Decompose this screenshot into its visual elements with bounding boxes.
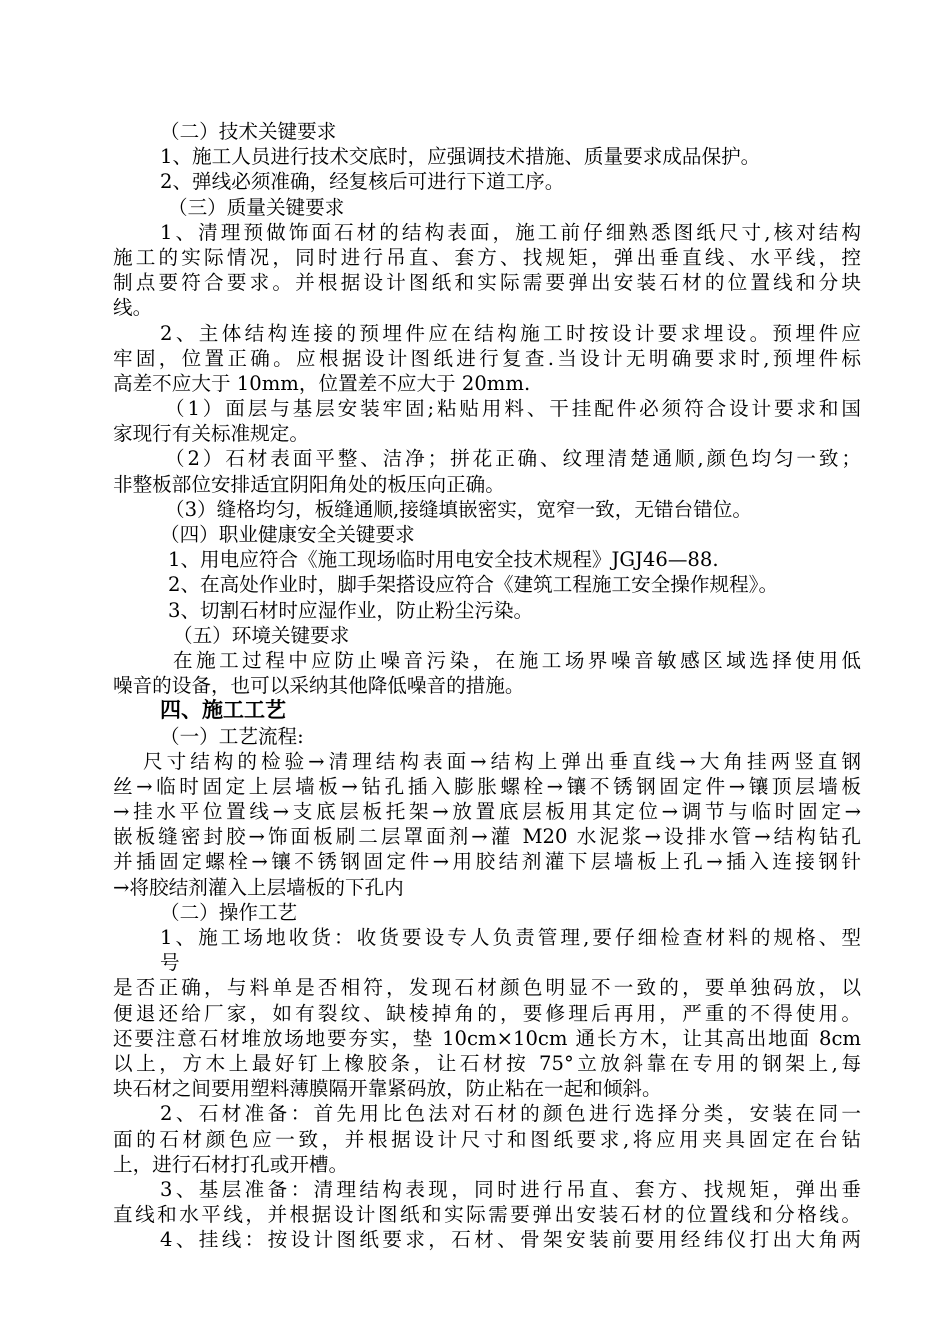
document-body <box>113 119 861 1252</box>
paragraph-line: 便退还给厂家，如有裂纹、缺棱掉角的，要修理后再用，严重的不得使用。 <box>113 1001 861 1025</box>
paragraph-line: 1、施工场地收货：收货要设专人负责管理,要仔细检查材料的规格、型 <box>160 926 861 949</box>
paragraph-line: 家现行有关标准规定。 <box>113 422 309 446</box>
paragraph-line: 制点要符合要求。并根据设计图纸和实际需要弹出安装石材的位置线和分块 <box>113 271 861 295</box>
paragraph-line: 2、在高处作业时，脚手架搭设应符合《建筑工程施工安全操作规程》。 <box>168 573 779 597</box>
paragraph-line: 并插固定螺栓→镶不锈钢固定件→用胶结剂灌下层墙板上孔→插入连接钢针 <box>113 850 861 874</box>
subheading-technical: （二）技术关键要求 <box>160 120 337 143</box>
paragraph-line: 3、切割石材时应湿作业，防止粉尘污染。 <box>168 598 534 622</box>
paragraph-line: 2、主体结构连接的预埋件应在结构施工时按设计要求埋设。预埋件应 <box>160 321 861 345</box>
paragraph-line: （1）面层与基层安装牢固;粘贴用料、干挂配件必须符合设计要求和国 <box>165 397 861 421</box>
paragraph-line: 是否正确，与料单是否相符，发现石材颜色明显不一致的，要单独码放，以 <box>113 976 861 1000</box>
paragraph-line: 4、挂线：按设计图纸要求，石材、骨架安装前要用经纬仪打出大角两 <box>160 1228 861 1252</box>
paragraph-line: 尺寸结构的检验→清理结构表面→结构上弹出垂直线→大角挂两竖直钢 <box>143 749 861 773</box>
paragraph-line: 2、石材准备：首先用比色法对石材的颜色进行选择分类，安装在同一 <box>160 1102 861 1126</box>
paragraph-line: 块石材之间要用塑料薄膜隔开靠紧码放，防止粘在一起和倾斜。 <box>113 1077 662 1101</box>
paragraph-line: 施工的实际情况，同时进行吊直、套方、找规矩，弹出垂直线、水平线，控 <box>113 245 861 269</box>
subheading-health-safety: （四）职业健康安全关键要求 <box>160 523 415 546</box>
paragraph-line: 噪音的设备，也可以采纳其他降低噪音的措施。 <box>113 674 525 698</box>
paragraph-line: （3）缝格均匀，板缝通顺,接缝填嵌密实，宽窄一致，无错台错位。 <box>165 497 752 521</box>
paragraph-line: 1、施工人员进行技术交底时，应强调技术措施、质量要求成品保护。 <box>160 145 761 169</box>
paragraph-line: 3、基层准备：清理结构表现，同时进行吊直、套方、找规矩，弹出垂 <box>160 1177 861 1201</box>
paragraph-line: →将胶结剂灌入上层墙板的下孔内 <box>113 875 404 899</box>
paragraph-line: 1、用电应符合《施工现场临时用电安全技术规程》JGJ46—88. <box>168 548 719 572</box>
paragraph-line: 在施工过程中应防止噪音污染，在施工场界噪音敏感区域选择使用低 <box>173 648 861 672</box>
paragraph-line: 嵌板缝密封胶→饰面板刷二层罩面剂→灌 M20 水泥浆→设排水管→结构钻孔 <box>113 825 861 849</box>
paragraph-line: 号 <box>160 951 180 975</box>
paragraph-line: 非整板部位安排适宜阴阳角处的板压向正确。 <box>113 472 505 496</box>
paragraph-line: 2、弹线必须准确，经复核后可进行下道工序。 <box>160 170 565 194</box>
paragraph-line: 直线和水平线，并根据设计图纸和实际需要弹出安装石材的位置线和分格线。 <box>113 1203 861 1227</box>
paragraph-line: 还要注意石材堆放场地要夯实，垫 10cm×10cm 通长方木，让其高出地面 8cm <box>113 1026 861 1050</box>
subheading-operation: （二）操作工艺 <box>160 900 298 924</box>
paragraph-line: 上，进行石材打孔或开槽。 <box>113 1152 349 1176</box>
paragraph-line: 丝→临时固定上层墙板→钻孔插入膨胀螺栓→镶不锈钢固定件→镶顶层墙板 <box>113 774 861 798</box>
paragraph-line: 面的石材颜色应一致，并根据设计尺寸和图纸要求,将应用夹具固定在台钻 <box>113 1127 861 1151</box>
subheading-quality: （三）质量关键要求 <box>168 195 345 219</box>
paragraph-line: 以上，方木上最好钉上橡胶条，让石材按 75°立放斜靠在专用的钢架上,每 <box>113 1051 861 1075</box>
paragraph-line: 牢固，位置正确。应根据设计图纸进行复查.当设计无明确要求时,预埋件标 <box>113 346 861 370</box>
section-heading: 四、施工工艺 <box>160 698 286 723</box>
subheading-environment: （五）环境关键要求 <box>173 623 350 647</box>
subheading-process-flow: （一）工艺流程: <box>160 724 304 748</box>
paragraph-line: 线。 <box>113 296 153 320</box>
paragraph-line: 1、清理预做饰面石材的结构表面，施工前仔细熟悉图纸尺寸,核对结构 <box>160 220 861 244</box>
paragraph-line: 高差不应大于 10mm，位置差不应大于 20mm. <box>113 371 531 395</box>
paragraph-line: →挂水平位置线→支底层板托架→放置底层板用其定位→调节与临时固定→ <box>113 800 861 824</box>
paragraph-line: （2）石材表面平整、洁净；拼花正确、纹理清楚通顺,颜色均匀一致； <box>165 447 861 471</box>
